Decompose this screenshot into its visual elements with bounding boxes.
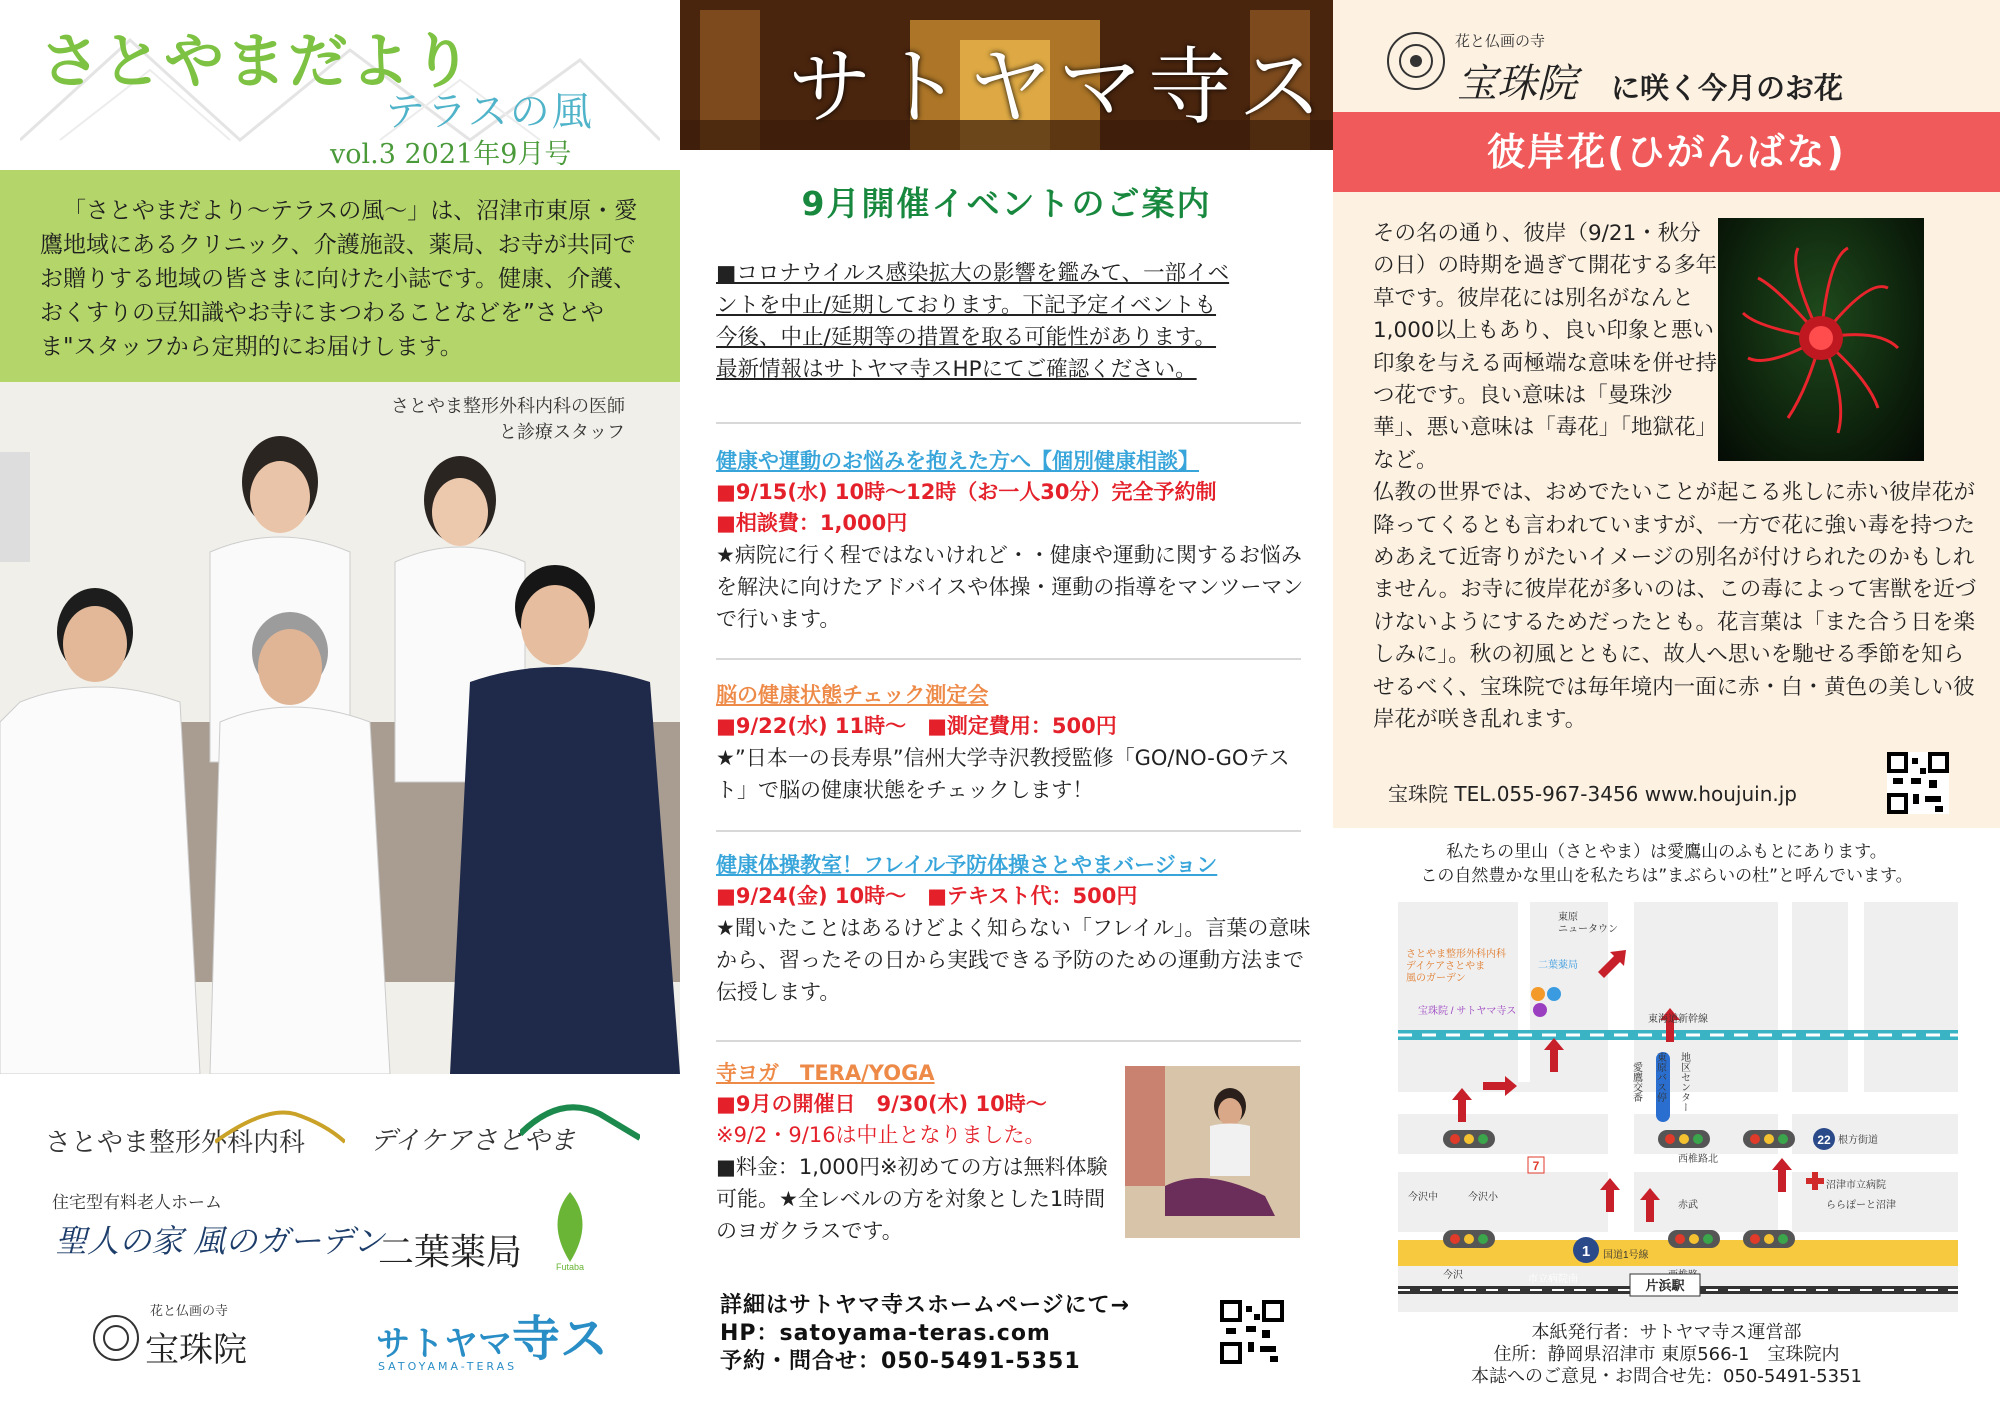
event-title[interactable]: 脳の健康状態チェック測定会: [716, 683, 989, 707]
event-date: ■9月の開催日 9/30(木) 10時〜: [716, 1092, 1047, 1116]
event-title[interactable]: 健康体操教室！フレイル予防体操さとやまバージョン: [716, 853, 1218, 877]
issue-volume: vol.3 2021年9月号: [330, 139, 572, 170]
daycare-wave-icon: [520, 1094, 640, 1144]
event-title[interactable]: 寺ヨガ TERA/YOGA: [716, 1061, 935, 1085]
svg-text:今沢中: 今沢中: [1408, 1192, 1438, 1203]
staff-photo: [0, 382, 680, 1074]
covid-notice: ■コロナウイルス感染拡大の影響を鑑みて、一部イベ ントを中止/延期しております。下記予定イベントも 今後、中止/延期等の措置を取る可能性があります。 最新情報はサトヤマ寺スHPにてご確認ください。: [716, 261, 1230, 382]
photo-caption: さとやま整形外科内科の医師 と診療スタッフ: [391, 396, 625, 443]
divider: [716, 830, 1301, 832]
svg-text:地区センター: 地区センター: [1678, 1052, 1690, 1112]
event-note: ※9/2・9/16は中止となりました。: [716, 1123, 1046, 1147]
svg-text:宝珠院 / サトヤマ寺ス: 宝珠院 / サトヤマ寺ス: [1418, 1006, 1517, 1017]
svg-text:西椎路北: 西椎路北: [1678, 1154, 1718, 1165]
map-caption: 私たちの里山（さとやま）は愛鷹山のふもとにあります。 この自然豊かな里山を私たちは”まぶらいの杜”と呼んでいます。: [1420, 842, 1913, 886]
map-drawing: [1398, 902, 1958, 1312]
event-title[interactable]: 健康や運動のお悩みを抱えた方へ【個別健康相談】: [716, 449, 1199, 473]
newsletter-title: さとやまだより: [40, 27, 474, 97]
temple-name: 宝珠院: [1457, 61, 1577, 107]
intro-box: [0, 170, 680, 382]
clinic-logo: さとやま整形外科内科: [45, 1128, 306, 1158]
svg-text:7: 7: [1532, 1159, 1540, 1173]
flower-title: 彼岸花(ひがんばな): [1333, 112, 2000, 192]
event-date: ■9/15(水) 10時〜12時（お一人30分）完全予約制: [716, 480, 1217, 504]
svg-text:東原バス停: 東原バス停: [1654, 1052, 1666, 1102]
divider: [716, 422, 1301, 424]
event-description: ★聞いたことはあるけどよく知らない「フレイル」。言葉の意味から、習ったその日から実践できる予防のための運動方法まで伝授します。: [716, 916, 1311, 1004]
elder-home-logo: 聖人の家 風のガーデン: [55, 1222, 385, 1260]
right-column: [1333, 0, 2000, 1414]
center-column: [680, 0, 1333, 1414]
temple-small-label: 花と仏画の寺: [150, 1304, 229, 1319]
event-date: ■9/24(金) 10時〜 ■テキスト代：500円: [716, 884, 1138, 908]
event-description: ■料金：1,000円※初めての方は無料体験可能。★全レベルの方を対象とした1時間のヨガクラスです。: [716, 1155, 1108, 1243]
daycare-logo: デイケアさとやま: [370, 1126, 576, 1156]
yoga-photo: [1125, 1066, 1300, 1238]
clinic-mountain-icon: [215, 1104, 345, 1144]
svg-text:1: 1: [1581, 1243, 1591, 1260]
event-frailty-exercise: [716, 850, 1316, 1008]
center-footer: 詳細はサトヤマ寺スホームページにて→ HP：satoyama-teras.com 予約・問合せ：050-5491-5351: [720, 1292, 1280, 1376]
svg-text:22: 22: [1817, 1133, 1831, 1147]
temple-crest-icon: [92, 1314, 140, 1362]
svg-text:ららぽーと沼津: ららぽーと沼津: [1826, 1200, 1896, 1211]
svg-text:Futaba: Futaba: [555, 1262, 585, 1272]
publisher-info: 本紙発行者：サトヤマ寺ス運営部 住所：静岡県沼津市 東原566-1 宝珠院内 本誌へのご意見・お問合せ先：050-5491-5351: [1471, 1322, 1862, 1387]
banner-title: サトヤマ寺ス: [788, 38, 1329, 136]
temple-crest-icon: [1385, 30, 1447, 92]
area-map[interactable]: [1398, 902, 1958, 1312]
event-fee: ■相談費：1,000円: [716, 511, 908, 535]
qr-code-icon[interactable]: [1887, 752, 1949, 814]
svg-text:市立病院南: 市立病院南: [1528, 1274, 1578, 1285]
flower-section: [1333, 0, 2000, 828]
svg-text:沼津市立病院: 沼津市立病院: [1826, 1180, 1886, 1191]
svg-text:片浜駅: 片浜駅: [1645, 1278, 1685, 1293]
intro-text: 「さとやまだより〜テラスの風〜」は、沼津市東原・愛鷹地域にあるクリニック、介護施設、薬局、お寺が共同でお贈りする地域の皆さまに向けた小誌です。健康、介護、おくすりの豆知識やお寺にまつわることなどを”さとやま"スタッフから定期的にお届けします。: [40, 198, 638, 360]
temple-contact: 宝珠院 TEL.055-967-3456 www.houjuin.jp: [1388, 782, 1798, 806]
divider: [716, 658, 1301, 660]
leaf-icon: [545, 1192, 595, 1272]
event-description: ★”日本一の長寿県”信州大学寺沢教授監修「GO/NO-GOテスト」で脳の健康状態をチェックします！: [716, 746, 1290, 802]
left-column: [0, 0, 680, 1414]
staff-photo-illustration: [0, 382, 680, 1074]
svg-text:デイケアさとやま: デイケアさとやま: [1406, 961, 1486, 972]
svg-text:東原: 東原: [1558, 912, 1578, 923]
svg-text:ニュータウン: ニュータウン: [1558, 924, 1618, 935]
yoga-illustration: [1125, 1066, 1300, 1238]
svg-text:今沢: 今沢: [1443, 1270, 1463, 1281]
teras-logo: サトヤマ寺ス: [376, 1311, 609, 1367]
divider: [716, 1040, 1301, 1042]
svg-text:赤武: 赤武: [1678, 1200, 1698, 1211]
teras-logo-sub: SATOYAMA-TERAS: [378, 1360, 518, 1373]
events-heading: 9月開催イベントのご案内: [801, 184, 1212, 223]
svg-text:二葉薬局: 二葉薬局: [1538, 960, 1578, 971]
svg-text:愛鷹交番: 愛鷹交番: [1630, 1062, 1642, 1102]
temple-header: [1385, 26, 1985, 106]
temple-logo: 宝珠院: [145, 1330, 247, 1370]
svg-text:今沢小: 今沢小: [1468, 1192, 1498, 1203]
flower-description: その名の通り、彼岸（9/21・秋分の日）の時期を過ぎて開花する多年草です。彼岸花には別名がなんと1,000以上もあり、良い印象と悪い印象を与える両極端な意味を併せ持つ花です。良い意味は「曼珠沙華」、悪い意味は「毒花」「地獄花」など。 仏教の世界では、おめでたいことが起こる兆しに赤い彼岸花が降ってくるとも言われていますが、一方で花に強い毒を持つためあえて近寄りがたいイメージの別名が付けられたのかもしれません。お寺に彼岸花が多いのは、この毒によって害獣を近づけないようにするためだったとも。花言葉は「また合う日を楽しみに」。秋の初風とともに、故人へ思いを馳せる季節を知らせるべく、宝珠院では毎年境内一面に赤・白・黄色の美しい彼岸花が咲き乱れます。: [1373, 221, 1977, 733]
month-flower-label: に咲く今月のお花: [1611, 71, 1844, 105]
event-consultation: [716, 446, 1316, 635]
elder-home-label: 住宅型有料老人ホーム: [52, 1193, 222, 1213]
temple-small-label: 花と仏画の寺: [1455, 32, 1546, 50]
temple-banner: [680, 0, 1333, 150]
event-yoga: [716, 1058, 1116, 1247]
event-description: ★病院に行く程ではないけれど・・健康や運動に関するお悩みを解決に向けたアドバイスや体操・運動の指導をマンツーマンで行います。: [716, 543, 1304, 631]
svg-text:風のガーデン: 風のガーデン: [1406, 973, 1466, 984]
qr-code-icon[interactable]: [1220, 1300, 1284, 1364]
event-date: ■9/22(水) 11時〜 ■測定費用：500円: [716, 714, 1117, 738]
svg-text:東海道新幹線: 東海道新幹線: [1648, 1014, 1708, 1025]
pharmacy-logo: 二葉薬局: [378, 1232, 523, 1273]
partner-logos: [0, 1074, 680, 1414]
svg-text:さとやま整形外科内科: さとやま整形外科内科: [1406, 949, 1506, 960]
event-brain-check: [716, 680, 1316, 806]
svg-text:国道1号線: 国道1号線: [1603, 1250, 1649, 1261]
masthead: [0, 0, 680, 170]
newsletter-subtitle: テラスの風: [385, 89, 594, 135]
svg-text:根方街道: 根方街道: [1838, 1135, 1878, 1146]
website-link[interactable]: HP：satoyama-teras.com: [720, 1321, 1051, 1346]
